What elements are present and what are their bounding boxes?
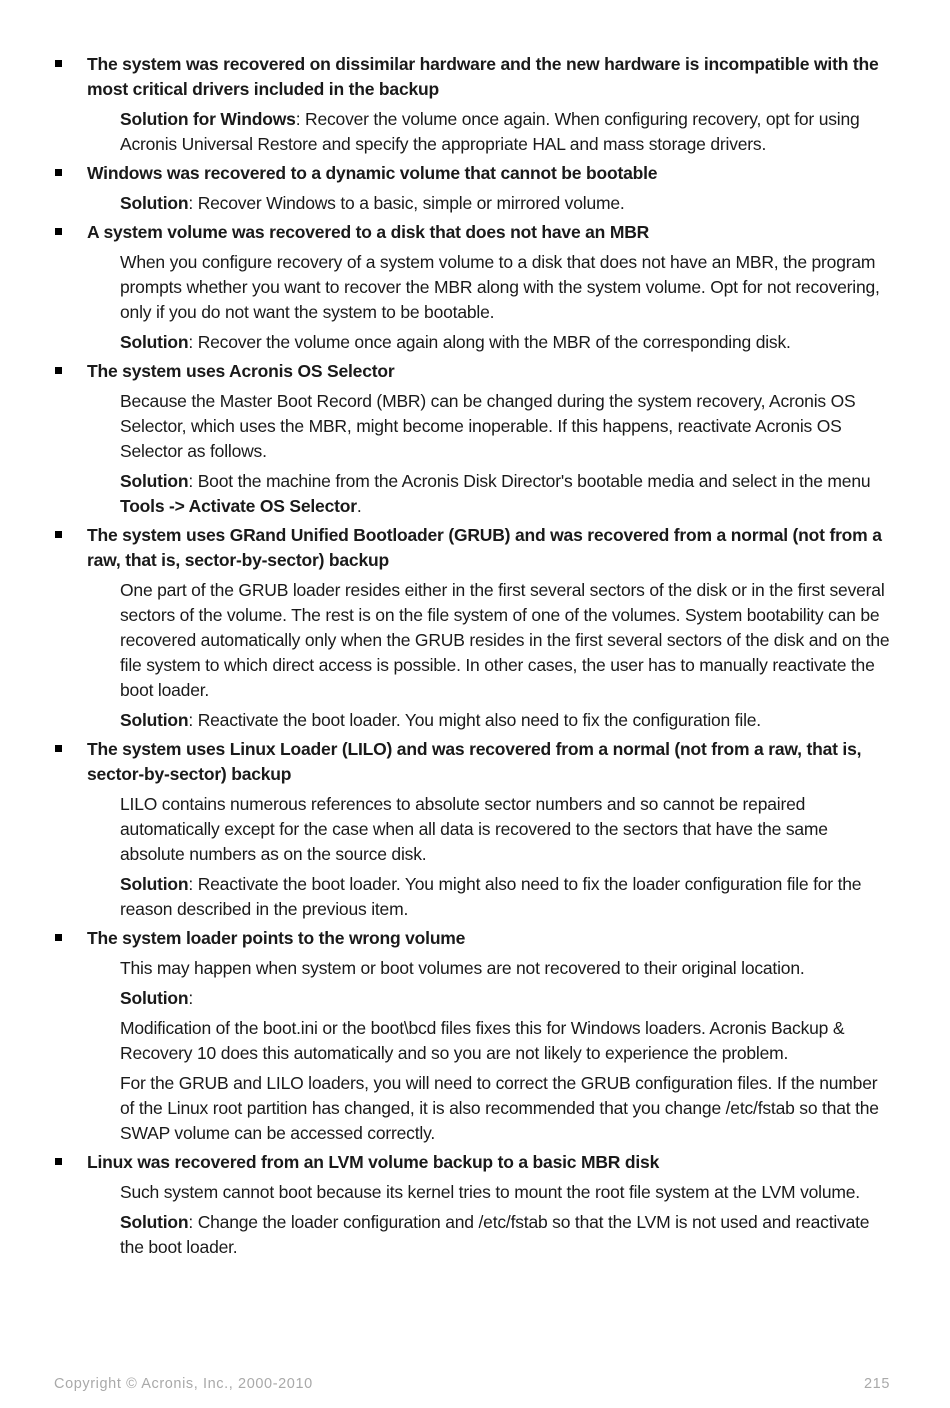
item-paragraph <box>120 107 890 157</box>
square-bullet-icon <box>55 60 62 67</box>
square-bullet-icon <box>55 228 62 235</box>
item-paragraph <box>120 872 890 922</box>
bold-text: Solution <box>120 1212 189 1232</box>
paragraph-text: : Recover Windows to a basic, simple or mirrored volume. <box>188 193 625 213</box>
square-bullet-icon <box>55 531 62 538</box>
item-paragraph <box>120 1180 890 1205</box>
paragraph-text: : Recover the volume once again along with the MBR of the corresponding disk. <box>188 332 791 352</box>
item-paragraph <box>120 389 890 464</box>
paragraph-text: : Change the loader configuration and /etc/fstab so that the LVM is not used and reactivate the boot loader. <box>120 1212 870 1257</box>
item-paragraph <box>120 1071 890 1146</box>
paragraph-text: When you configure recovery of a system volume to a disk that does not have an MBR, the program prompts whether you want to recover the MBR along with the system volume. Opt for not recovering, only if you do not want the system to be bootable. <box>120 252 880 322</box>
copyright-notice: Copyright © Acronis, Inc., 2000-2010 <box>54 1376 313 1392</box>
item-paragraph <box>120 578 890 703</box>
square-bullet-icon <box>55 367 62 374</box>
item-paragraph <box>120 1016 890 1066</box>
square-bullet-icon <box>55 169 62 176</box>
paragraph-text: Such system cannot boot because its kernel tries to mount the root file system at the LVM volume. <box>120 1182 860 1202</box>
paragraph-text: LILO contains numerous references to absolute sector numbers and so cannot be repaired automatically except for the case when all data is recovered to the sectors that have the same absolute numbers as on the source disk. <box>120 794 828 864</box>
page-number: 215 <box>864 1376 890 1392</box>
paragraph-text: : Boot the machine from the Acronis Disk Director's bootable media and select in the menu <box>188 471 871 491</box>
list-item <box>0 220 950 355</box>
paragraph-text: . <box>356 496 362 516</box>
item-paragraph <box>120 250 890 325</box>
item-heading: The system uses Linux Loader (LILO) and was recovered from a normal (not from a raw, that is, sector-by-sector) backup <box>87 739 862 784</box>
paragraph-text: Modification of the boot.ini or the boot\bcd files fixes this for Windows loaders. Acronis Backup & Recovery 10 does this automatically and so you are not likely to experience the problem. <box>120 1018 845 1063</box>
bold-text: Solution <box>120 332 189 352</box>
paragraph-text: Because the Master Boot Record (MBR) can be changed during the system recovery, Acronis OS Selector, which uses the MBR, might become inoperable. If this happens, reactivate Acronis OS Selector as follows. <box>120 391 856 461</box>
square-bullet-icon <box>55 934 62 941</box>
paragraph-text: This may happen when system or boot volumes are not recovered to their original location. <box>120 958 805 978</box>
item-heading: Linux was recovered from an LVM volume backup to a basic MBR disk <box>87 1152 660 1172</box>
bold-text: Solution <box>120 874 189 894</box>
document-body <box>0 52 950 1264</box>
item-heading: The system was recovered on dissimilar hardware and the new hardware is incompatible with the most critical drivers included in the backup <box>87 54 879 99</box>
bold-text: Tools -> Activate OS Selector <box>120 496 357 516</box>
item-paragraph <box>120 469 890 519</box>
list-item <box>0 1150 950 1260</box>
item-heading: A system volume was recovered to a disk that does not have an MBR <box>87 222 650 242</box>
item-paragraph <box>120 330 890 355</box>
item-paragraph <box>120 191 890 216</box>
paragraph-text: : Recover the volume once again. When configuring recovery, opt for using Acronis Universal Restore and specify the appropriate HAL and mass storage drivers. <box>120 109 860 154</box>
bold-text: Solution <box>120 471 189 491</box>
item-heading: Windows was recovered to a dynamic volume that cannot be bootable <box>87 163 658 183</box>
item-paragraph <box>120 956 890 981</box>
list-item <box>0 52 950 157</box>
square-bullet-icon <box>55 1158 62 1165</box>
page-footer <box>54 1376 890 1392</box>
paragraph-text: : Reactivate the boot loader. You might also need to fix the loader configuration file for the reason described in the previous item. <box>120 874 862 919</box>
list-item <box>0 161 950 216</box>
item-paragraph <box>120 1210 890 1260</box>
item-paragraph <box>120 986 890 1011</box>
square-bullet-icon <box>55 745 62 752</box>
item-paragraph <box>120 792 890 867</box>
bold-text: Solution <box>120 193 189 213</box>
bold-text: Solution <box>120 988 189 1008</box>
list-item <box>0 737 950 922</box>
bold-text: Solution <box>120 710 189 730</box>
paragraph-text: : <box>188 988 194 1008</box>
item-heading: The system uses Acronis OS Selector <box>87 361 395 381</box>
item-heading: The system uses GRand Unified Bootloader (GRUB) and was recovered from a normal (not from a raw, that is, sector-by-sector) backup <box>87 525 882 570</box>
paragraph-text: One part of the GRUB loader resides either in the first several sectors of the disk or in the first several sectors of the volume. The rest is on the file system of one of the volumes. System bootability can be recovered automatically only when the GRUB resides in the first several sectors of the disk and on the file system to which direct access is possible. In other cases, the user has to manually reactivate the boot loader. <box>120 580 890 700</box>
list-item <box>0 926 950 1146</box>
list-item <box>0 359 950 519</box>
list-item <box>0 523 950 733</box>
paragraph-text: For the GRUB and LILO loaders, you will need to correct the GRUB configuration files. If the number of the Linux root partition has changed, it is also recommended that you change /etc/fstab so that the SWAP volume can be accessed correctly. <box>120 1073 879 1143</box>
bold-text: Solution for Windows <box>120 109 296 129</box>
paragraph-text: : Reactivate the boot loader. You might also need to fix the configuration file. <box>188 710 761 730</box>
item-paragraph <box>120 708 890 733</box>
item-heading: The system loader points to the wrong volume <box>87 928 466 948</box>
